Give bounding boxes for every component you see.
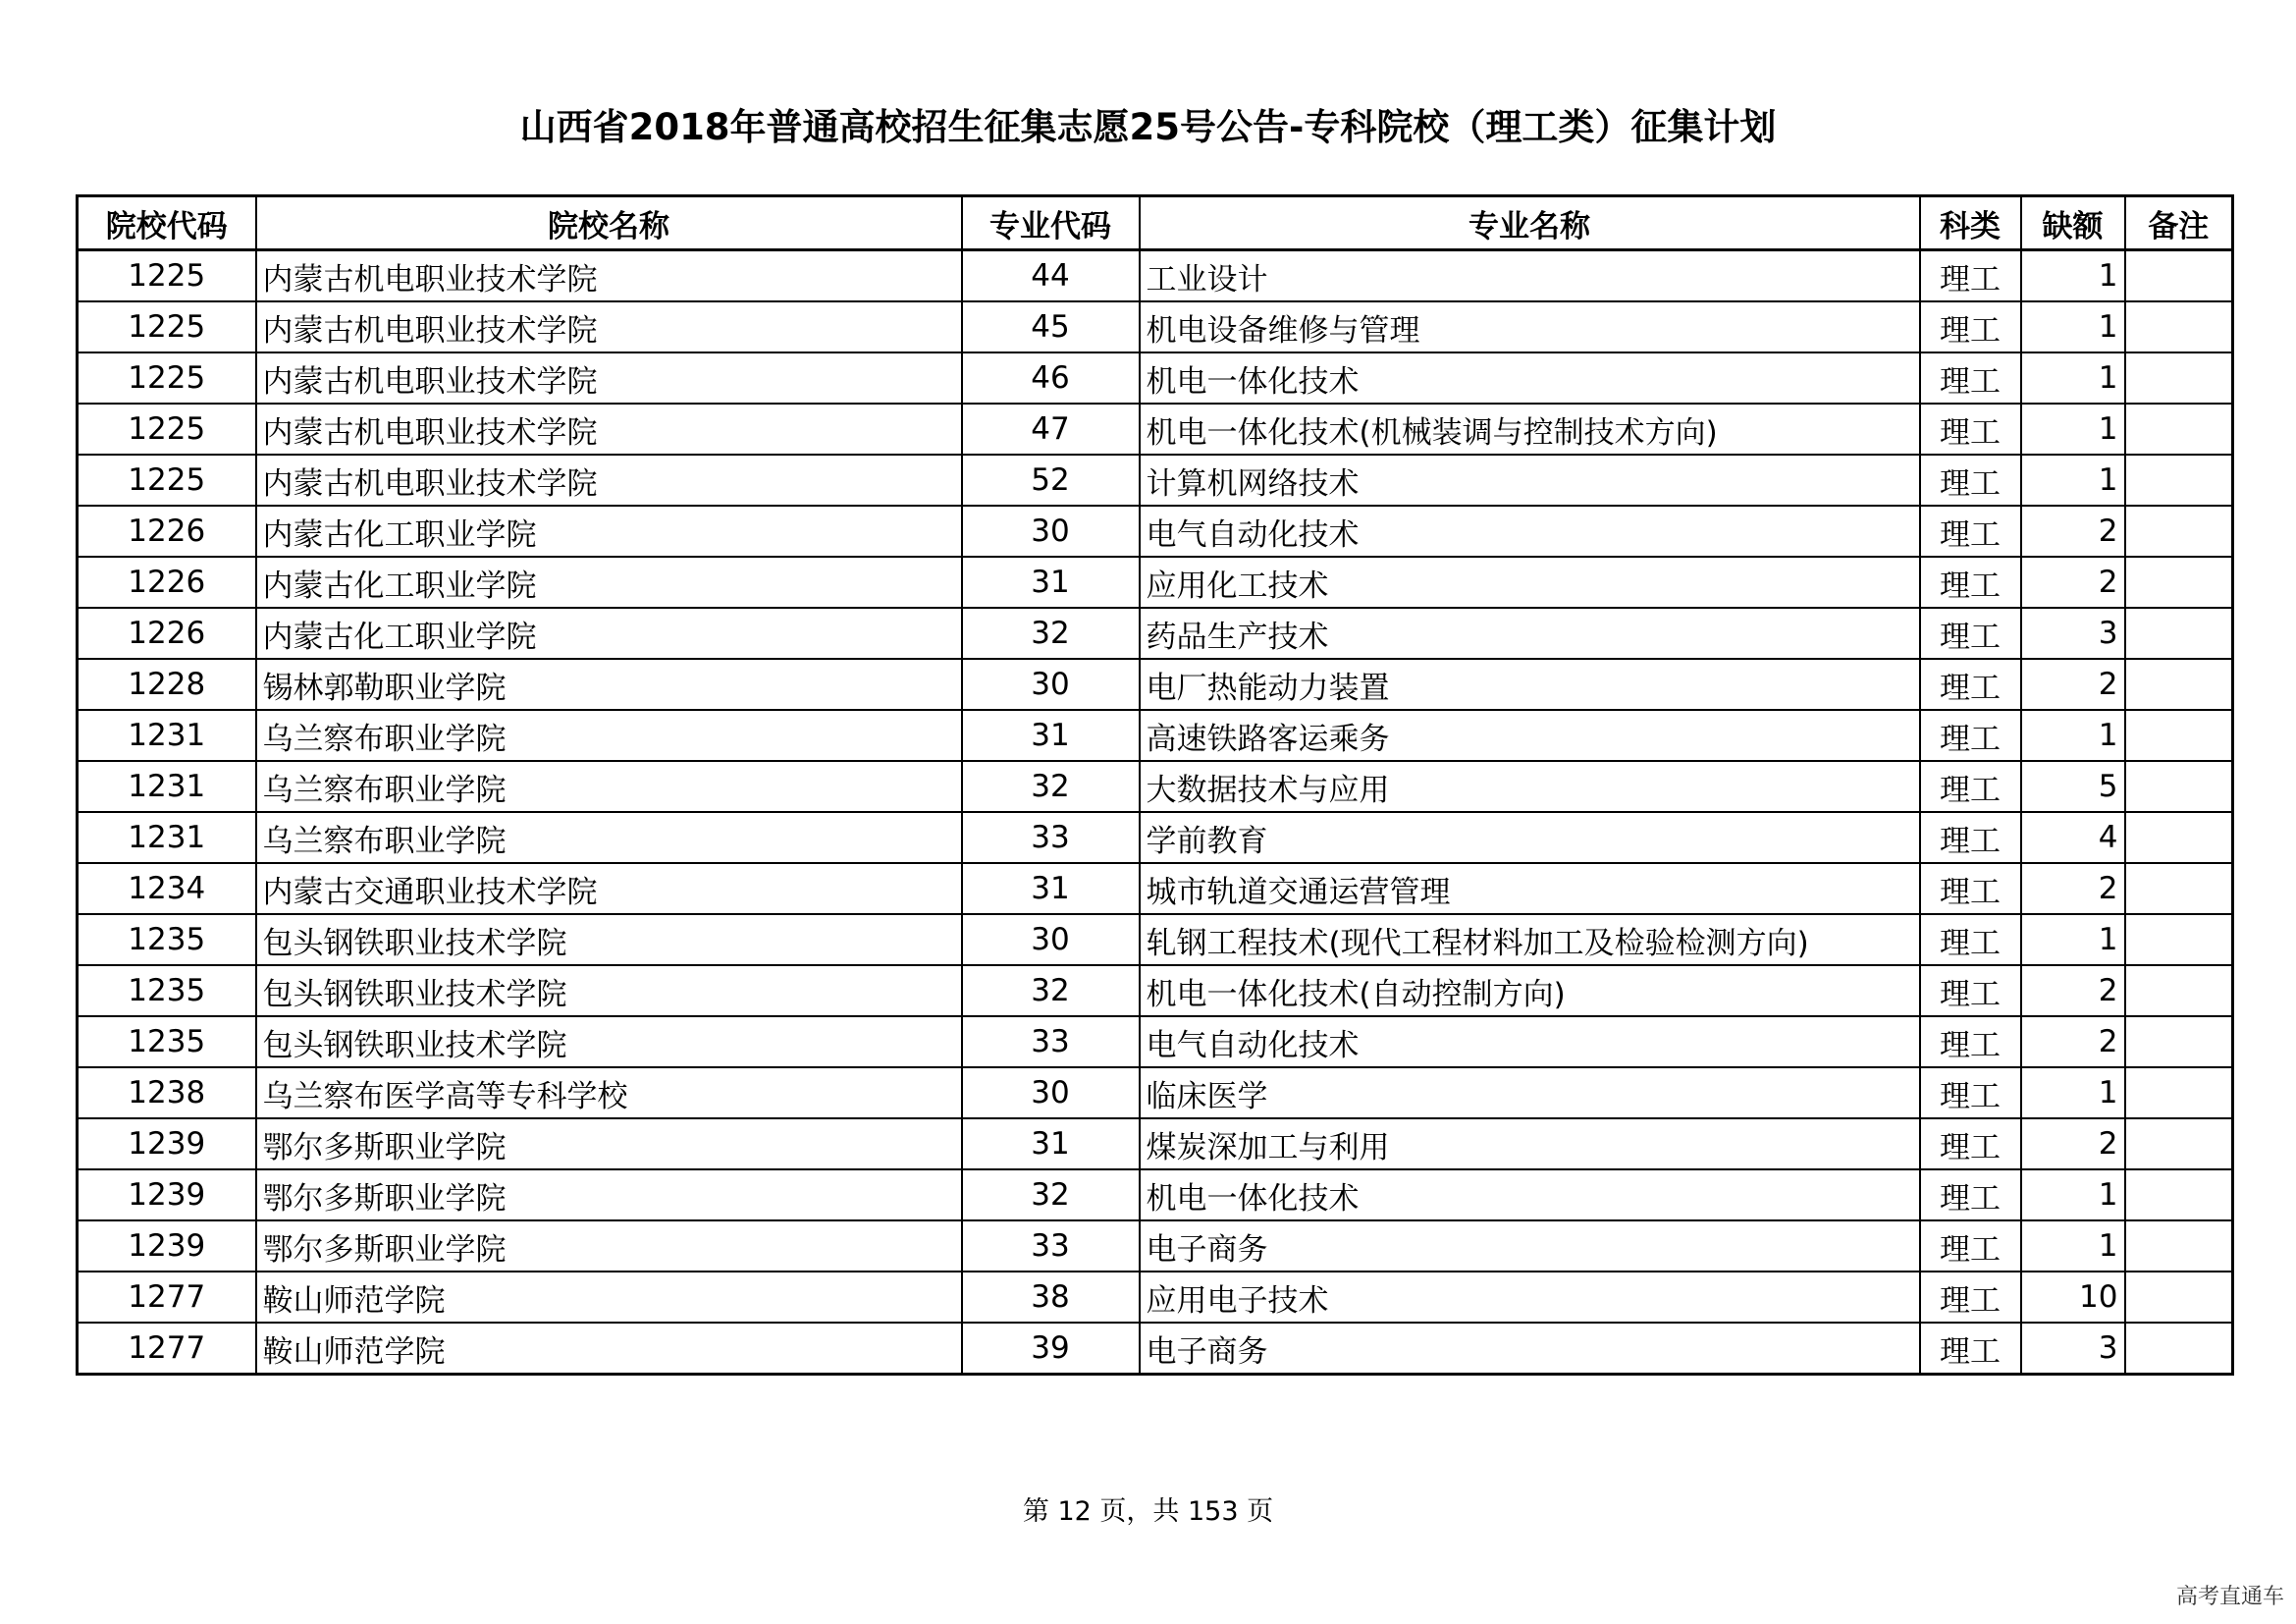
school-name-cell: 包头钢铁职业技术学院 (256, 1016, 962, 1067)
school-name-cell: 包头钢铁职业技术学院 (256, 914, 962, 965)
school-name-cell: 内蒙古交通职业技术学院 (256, 863, 962, 914)
table-row (78, 1323, 2233, 1375)
table-row (78, 1272, 2233, 1323)
school-name-cell: 鄂尔多斯职业学院 (256, 1220, 962, 1272)
table-row (78, 812, 2233, 863)
remarks-cell (2125, 710, 2233, 761)
table-row (78, 352, 2233, 404)
vacancy-cell: 2 (2021, 506, 2125, 557)
major-code-cell: 52 (962, 455, 1140, 506)
category-cell: 理工 (1920, 659, 2021, 710)
table-row (78, 710, 2233, 761)
remarks-cell (2125, 914, 2233, 965)
school-code-cell: 1235 (78, 914, 256, 965)
school-name-cell: 内蒙古机电职业技术学院 (256, 455, 962, 506)
school-code-cell: 1234 (78, 863, 256, 914)
page-title: 山西省2018年普通高校招生征集志愿25号公告-专科院校（理工类）征集计划 (519, 106, 1777, 148)
school-code-cell: 1239 (78, 1118, 256, 1169)
major-code-cell: 46 (962, 352, 1140, 404)
school-code-cell: 1231 (78, 812, 256, 863)
table-row (78, 1169, 2233, 1220)
major-name-cell: 临床医学 (1140, 1067, 1920, 1118)
major-code-cell: 33 (962, 812, 1140, 863)
vacancy-cell: 5 (2021, 761, 2125, 812)
major-name-cell: 机电设备维修与管理 (1140, 301, 1920, 352)
school-code-cell: 1235 (78, 1016, 256, 1067)
major-code-cell: 39 (962, 1323, 1140, 1375)
category-cell: 理工 (1920, 914, 2021, 965)
school-name-cell: 包头钢铁职业技术学院 (256, 965, 962, 1016)
vacancy-cell: 1 (2021, 710, 2125, 761)
school-code-cell: 1225 (78, 352, 256, 404)
remarks-cell (2125, 1118, 2233, 1169)
category-cell: 理工 (1920, 1272, 2021, 1323)
remarks-cell (2125, 1016, 2233, 1067)
category-cell: 理工 (1920, 1323, 2021, 1375)
school-code-cell: 1226 (78, 557, 256, 608)
major-code-cell: 31 (962, 863, 1140, 914)
school-code-cell: 1225 (78, 250, 256, 302)
table-row (78, 965, 2233, 1016)
table-row (78, 1220, 2233, 1272)
remarks-cell (2125, 455, 2233, 506)
table-row (78, 404, 2233, 455)
watermark: 高考直通车 (2175, 1585, 2284, 1609)
major-name-cell: 电子商务 (1140, 1220, 1920, 1272)
table-row (78, 506, 2233, 557)
school-name-cell: 鞍山师范学院 (256, 1272, 962, 1323)
remarks-cell (2125, 812, 2233, 863)
remarks-cell (2125, 761, 2233, 812)
vacancy-cell: 10 (2021, 1272, 2125, 1323)
major-code-cell: 38 (962, 1272, 1140, 1323)
school-name-cell: 乌兰察布职业学院 (256, 812, 962, 863)
table-row (78, 1118, 2233, 1169)
table-row (78, 761, 2233, 812)
remarks-cell (2125, 250, 2233, 302)
major-name-cell: 电厂热能动力装置 (1140, 659, 1920, 710)
header-category: 科类 (1920, 196, 2021, 250)
table-row (78, 557, 2233, 608)
remarks-cell (2125, 404, 2233, 455)
school-code-cell: 1239 (78, 1169, 256, 1220)
major-name-cell: 应用化工技术 (1140, 557, 1920, 608)
vacancy-cell: 1 (2021, 914, 2125, 965)
school-name-cell: 内蒙古化工职业学院 (256, 506, 962, 557)
remarks-cell (2125, 1272, 2233, 1323)
vacancy-cell: 2 (2021, 965, 2125, 1016)
remarks-cell (2125, 659, 2233, 710)
major-code-cell: 30 (962, 1067, 1140, 1118)
school-name-cell: 鞍山师范学院 (256, 1323, 962, 1375)
remarks-cell (2125, 1220, 2233, 1272)
header-major-code: 专业代码 (962, 196, 1140, 250)
major-name-cell: 大数据技术与应用 (1140, 761, 1920, 812)
header-vacancy: 缺额 (2021, 196, 2125, 250)
major-code-cell: 32 (962, 761, 1140, 812)
category-cell: 理工 (1920, 1118, 2021, 1169)
major-code-cell: 30 (962, 506, 1140, 557)
major-name-cell: 应用电子技术 (1140, 1272, 1920, 1323)
major-name-cell: 城市轨道交通运营管理 (1140, 863, 1920, 914)
vacancy-cell: 4 (2021, 812, 2125, 863)
vacancy-cell: 2 (2021, 863, 2125, 914)
major-name-cell: 机电一体化技术(自动控制方向) (1140, 965, 1920, 1016)
category-cell: 理工 (1920, 557, 2021, 608)
school-name-cell: 乌兰察布职业学院 (256, 761, 962, 812)
table-row (78, 250, 2233, 302)
table-header-row (78, 196, 2233, 250)
major-name-cell: 药品生产技术 (1140, 608, 1920, 659)
remarks-cell (2125, 557, 2233, 608)
table-row (78, 863, 2233, 914)
school-name-cell: 内蒙古化工职业学院 (256, 557, 962, 608)
school-code-cell: 1225 (78, 455, 256, 506)
school-code-cell: 1228 (78, 659, 256, 710)
vacancy-cell: 2 (2021, 557, 2125, 608)
major-name-cell: 机电一体化技术(机械装调与控制技术方向) (1140, 404, 1920, 455)
school-code-cell: 1225 (78, 404, 256, 455)
major-name-cell: 高速铁路客运乘务 (1140, 710, 1920, 761)
table-row (78, 301, 2233, 352)
major-name-cell: 计算机网络技术 (1140, 455, 1920, 506)
school-code-cell: 1225 (78, 301, 256, 352)
major-code-cell: 31 (962, 1118, 1140, 1169)
vacancy-cell: 3 (2021, 608, 2125, 659)
major-name-cell: 学前教育 (1140, 812, 1920, 863)
major-code-cell: 45 (962, 301, 1140, 352)
school-name-cell: 乌兰察布职业学院 (256, 710, 962, 761)
category-cell: 理工 (1920, 455, 2021, 506)
category-cell: 理工 (1920, 1169, 2021, 1220)
vacancy-cell: 2 (2021, 1016, 2125, 1067)
category-cell: 理工 (1920, 710, 2021, 761)
school-name-cell: 乌兰察布医学高等专科学校 (256, 1067, 962, 1118)
school-name-cell: 内蒙古机电职业技术学院 (256, 352, 962, 404)
major-name-cell: 电子商务 (1140, 1323, 1920, 1375)
header-school-code: 院校代码 (78, 196, 256, 250)
header-remarks: 备注 (2125, 196, 2233, 250)
major-name-cell: 机电一体化技术 (1140, 1169, 1920, 1220)
school-code-cell: 1235 (78, 965, 256, 1016)
remarks-cell (2125, 1067, 2233, 1118)
vacancy-cell: 1 (2021, 1067, 2125, 1118)
vacancy-cell: 2 (2021, 659, 2125, 710)
category-cell: 理工 (1920, 863, 2021, 914)
table-row (78, 659, 2233, 710)
school-code-cell: 1238 (78, 1067, 256, 1118)
major-name-cell: 电气自动化技术 (1140, 1016, 1920, 1067)
table-row (78, 608, 2233, 659)
major-code-cell: 33 (962, 1016, 1140, 1067)
school-name-cell: 内蒙古机电职业技术学院 (256, 301, 962, 352)
vacancy-cell: 1 (2021, 1169, 2125, 1220)
remarks-cell (2125, 1169, 2233, 1220)
page-footer: 第 12 页，共 153 页 (1022, 1496, 1274, 1527)
vacancy-cell: 1 (2021, 455, 2125, 506)
vacancy-cell: 1 (2021, 1220, 2125, 1272)
remarks-cell (2125, 301, 2233, 352)
category-cell: 理工 (1920, 761, 2021, 812)
vacancy-cell: 3 (2021, 1323, 2125, 1375)
category-cell: 理工 (1920, 352, 2021, 404)
school-code-cell: 1231 (78, 761, 256, 812)
school-code-cell: 1277 (78, 1272, 256, 1323)
school-name-cell: 内蒙古机电职业技术学院 (256, 250, 962, 302)
category-cell: 理工 (1920, 1067, 2021, 1118)
vacancy-cell: 1 (2021, 250, 2125, 302)
vacancy-cell: 1 (2021, 352, 2125, 404)
school-code-cell: 1277 (78, 1323, 256, 1375)
major-code-cell: 32 (962, 965, 1140, 1016)
category-cell: 理工 (1920, 812, 2021, 863)
table-row (78, 1067, 2233, 1118)
category-cell: 理工 (1920, 506, 2021, 557)
category-cell: 理工 (1920, 404, 2021, 455)
major-code-cell: 32 (962, 1169, 1140, 1220)
major-code-cell: 31 (962, 557, 1140, 608)
school-name-cell: 鄂尔多斯职业学院 (256, 1169, 962, 1220)
header-major-name: 专业名称 (1140, 196, 1920, 250)
school-name-cell: 锡林郭勒职业学院 (256, 659, 962, 710)
major-name-cell: 煤炭深加工与利用 (1140, 1118, 1920, 1169)
remarks-cell (2125, 1323, 2233, 1375)
major-code-cell: 47 (962, 404, 1140, 455)
vacancy-cell: 1 (2021, 301, 2125, 352)
major-code-cell: 31 (962, 710, 1140, 761)
remarks-cell (2125, 965, 2233, 1016)
major-code-cell: 30 (962, 914, 1140, 965)
category-cell: 理工 (1920, 250, 2021, 302)
table-row (78, 914, 2233, 965)
vacancy-cell: 2 (2021, 1118, 2125, 1169)
category-cell: 理工 (1920, 608, 2021, 659)
major-name-cell: 工业设计 (1140, 250, 1920, 302)
remarks-cell (2125, 506, 2233, 557)
category-cell: 理工 (1920, 1220, 2021, 1272)
school-name-cell: 内蒙古化工职业学院 (256, 608, 962, 659)
header-school-name: 院校名称 (256, 196, 962, 250)
remarks-cell (2125, 352, 2233, 404)
table-row (78, 455, 2233, 506)
category-cell: 理工 (1920, 301, 2021, 352)
category-cell: 理工 (1920, 1016, 2021, 1067)
major-name-cell: 电气自动化技术 (1140, 506, 1920, 557)
major-code-cell: 44 (962, 250, 1140, 302)
vacancy-cell: 1 (2021, 404, 2125, 455)
major-name-cell: 轧钢工程技术(现代工程材料加工及检验检测方向) (1140, 914, 1920, 965)
remarks-cell (2125, 863, 2233, 914)
school-code-cell: 1231 (78, 710, 256, 761)
major-name-cell: 机电一体化技术 (1140, 352, 1920, 404)
major-code-cell: 32 (962, 608, 1140, 659)
school-code-cell: 1226 (78, 506, 256, 557)
major-code-cell: 33 (962, 1220, 1140, 1272)
school-name-cell: 内蒙古机电职业技术学院 (256, 404, 962, 455)
school-code-cell: 1239 (78, 1220, 256, 1272)
table-row (78, 1016, 2233, 1067)
admission-plan-table (76, 194, 2234, 1376)
school-name-cell: 鄂尔多斯职业学院 (256, 1118, 962, 1169)
school-code-cell: 1226 (78, 608, 256, 659)
remarks-cell (2125, 608, 2233, 659)
category-cell: 理工 (1920, 965, 2021, 1016)
major-code-cell: 30 (962, 659, 1140, 710)
